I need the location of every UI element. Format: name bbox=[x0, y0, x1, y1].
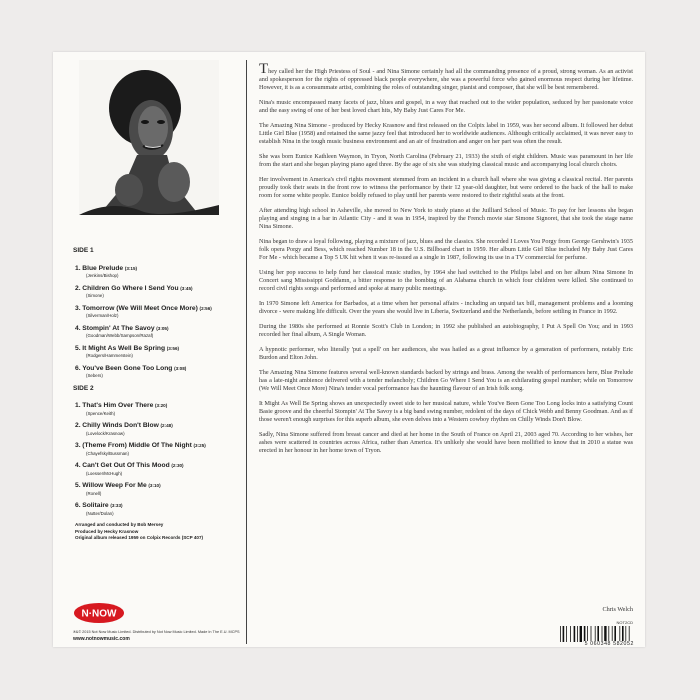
author-signature: Chris Welch bbox=[602, 606, 633, 613]
track-item bbox=[75, 265, 241, 279]
liner-notes-paragraph: A hypnotic performer, who literally 'put a spell' on her audiences, she was hailed as a great influence by a generation of performers, notably Eric Burdon and Elton John. bbox=[259, 346, 633, 361]
track-title: Chilly Winds Don't Blow bbox=[82, 422, 159, 429]
track-duration: (3:05) bbox=[156, 325, 169, 331]
liner-notes-paragraph: Nina's music encompassed many facets of jazz, blues and gospel, in a way that reached out to the wider population, seduced by her passionate voice and the easy swing of one of her best loved chart hits, My Baby Just Cares For Me. bbox=[259, 99, 633, 114]
track-writers: (Nutter/Dolan) bbox=[86, 510, 114, 516]
track-item bbox=[75, 442, 241, 456]
track-duration: (3:45) bbox=[180, 285, 193, 291]
not-now-music-logo bbox=[73, 602, 125, 624]
track-number: 2. bbox=[75, 422, 81, 429]
liner-notes bbox=[259, 61, 633, 462]
track-item bbox=[75, 345, 241, 359]
track-writers: (Goodman/Webb/Sampson/Razaf) bbox=[86, 333, 154, 338]
track-title: Blue Prelude bbox=[82, 264, 124, 272]
track-item bbox=[75, 502, 241, 516]
track-title: Children Go Where I Send You bbox=[82, 284, 179, 292]
track-duration: (3:08) bbox=[174, 365, 187, 371]
svg-text:N·NOW: N·NOW bbox=[81, 608, 117, 620]
track-title: Can't Get Out Of This Mood bbox=[82, 462, 170, 469]
artist-photo bbox=[79, 60, 219, 215]
track-duration: (3:25) bbox=[193, 443, 206, 448]
track-writers: (Loesser/McHugh) bbox=[86, 470, 123, 476]
track-writers: (Lovelock/Krasnow) bbox=[86, 430, 125, 436]
liner-notes-paragraph: Nina began to draw a loyal following, playing a mixture of jazz, blues and the classics. She recorded I Loves You Porgy from George Gershwin's 1935 folk opera Porgy and Bess, which reached Number 18 in the U.S. Billboard chart in 1959. Her album Little Girl Blue included My Baby Just Cares For Me - which became a Top 5 UK hit when it was re-issued as a single in 1987, following its use in a TV commercial for perfume. bbox=[259, 238, 633, 261]
track-title: Willow Weep For Me bbox=[82, 482, 147, 489]
track-writers: (Silverman/Holz) bbox=[86, 313, 119, 318]
track-item bbox=[75, 365, 241, 379]
liner-notes-paragraph: Using her pop success to help fund her classical music studies, by 1964 she had switched to the Philips label and on her album Nina Simone In Concert sang Mississippi Goddamn, a bitter response to the bombing of an Alabama church in which four children were killed. She continued to record civil rights songs and performed and spoke at many public meetings. bbox=[259, 269, 633, 292]
track-duration: (3:56) bbox=[166, 345, 180, 351]
track-title: That's Him Over There bbox=[82, 402, 154, 409]
logo-icon bbox=[73, 602, 125, 624]
track-duration: (3:20) bbox=[155, 403, 168, 408]
track-number: 5. bbox=[75, 344, 81, 352]
liner-notes-paragraph: She was born Eunice Kathleen Waymon, in Tryon, North Carolina (February 21, 1933) the sixth of eight children. Music was paramount in her life from the start and she began playing piano aged three. By the age of six she was studying classical music and accompanying local church choirs. bbox=[259, 153, 633, 168]
track-duration: (2:48) bbox=[160, 423, 173, 428]
producer-credit: Produced by Hecky Krasnow bbox=[75, 528, 139, 534]
portrait-illustration bbox=[79, 60, 219, 215]
column-divider bbox=[246, 60, 247, 644]
track-duration: (3:15) bbox=[124, 265, 138, 271]
track-item bbox=[75, 285, 241, 299]
website-link[interactable]: www.notnowmusic.com bbox=[73, 636, 130, 642]
track-writers: (Ronell) bbox=[86, 490, 102, 496]
track-number: 3. bbox=[75, 442, 81, 449]
liner-notes-paragraph: They called her the High Priestess of Soul - and Nina Simone certainly had all the commanding presence of a proud, strong woman. As an activist and spokesperson for the rights of oppressed black people everywhere, she was a powerful force who gained enormous respect during her lifetime. However, it is as a consummate artist, combining the roles of outstanding singer, pianist and composer, that she will be best remembered. bbox=[259, 61, 633, 91]
album-back-cover bbox=[53, 52, 645, 647]
track-title: Tomorrow (We Will Meet Once More) bbox=[82, 304, 198, 312]
track-title: It Might As Well Be Spring bbox=[82, 344, 166, 352]
track-duration: (3:33) bbox=[110, 503, 123, 508]
track-item bbox=[75, 325, 241, 339]
track-writers: (Simone) bbox=[86, 293, 104, 298]
track-item bbox=[75, 305, 241, 319]
barcode-number: 5 060348 582052 bbox=[584, 641, 634, 647]
track-item bbox=[75, 422, 241, 436]
track-title: Stompin' At The Savoy bbox=[82, 324, 155, 332]
track-number: 6. bbox=[75, 364, 81, 372]
arranger-credit: Arranged and conducted by Bob Mersey bbox=[75, 522, 164, 527]
original-release-credit: Original album released 1959 on Colpix Records (SCP 407) bbox=[75, 535, 204, 540]
track-writers: (Rodgers/Hammerstein) bbox=[86, 353, 133, 358]
track-number: 4. bbox=[75, 324, 81, 332]
tracklist bbox=[73, 247, 241, 542]
track-writers: (Sebers) bbox=[86, 373, 103, 378]
liner-notes-paragraph: During the 1980s she performed at Ronnie Scott's Club in London; in 1992 she published an autobiography, I Put A Spell On You; and in 1993 recorded her final album, A Single Woman. bbox=[259, 323, 633, 338]
track-item bbox=[75, 462, 241, 476]
track-writers: (Jenkins/Bishop) bbox=[86, 273, 119, 278]
liner-notes-paragraph: The Amazing Nina Simone - produced by Hecky Krasnow and first released on the Colpix label in 1959, was her second album. It followed her debut Little Girl Blue (1958) and retained the same jazzy feel that introduced her to worldwide audiences. Although critically acclaimed, it was never easy to establish Nina in the tough music business environment and an air of frustration and anger on her part was often the result. bbox=[259, 122, 633, 145]
track-number: 6. bbox=[75, 502, 81, 509]
track-duration: (2:56) bbox=[199, 305, 212, 311]
side-2-heading: SIDE 2 bbox=[73, 384, 94, 392]
side-1-heading: SIDE 1 bbox=[73, 247, 94, 254]
liner-notes-paragraph: In 1970 Simone left America for Barbados, at a time when her personal affairs - including an unpaid tax bill, management problems and a looming divorce - were making life difficult. Over the years she would live in Liberia, Switzerland and the Netherlands, before settling in France in 1992. bbox=[259, 300, 633, 315]
track-writers: (Chayefsky/Bussman) bbox=[86, 450, 129, 456]
track-number: 2. bbox=[75, 284, 81, 292]
track-title: (Theme From) Middle Of The Night bbox=[82, 442, 192, 449]
track-duration: (2:30) bbox=[171, 463, 184, 468]
track-item bbox=[75, 482, 241, 496]
copyright-notice: ℗&© 2015 Not Now Music Limited. Distributed by Not Now Music Limited. Made In The E.U. MCPS bbox=[73, 630, 240, 634]
liner-notes-paragraph: It Might As Well Be Spring shows an unexpectedly sweet side to her musical nature, while You've Been Gone Too Long locks into a satisfying Count Basie groove and the cheerful Stompin' At The Savoy is a big band swing number, redolent of the days of Chick Webb and Benny Goodman. And as if those weren't enough surprises for this superb album, she even delves into a Western cowboy rhythm on Chilly Winds Don't Blow. bbox=[259, 400, 633, 423]
track-number: 1. bbox=[75, 264, 81, 272]
liner-notes-paragraph: Sadly, Nina Simone suffered from breast cancer and died at her home in the South of France on April 21, 2003 aged 70. According to her wishes, her ashes were scattered in countries across Africa, rather than America. It's unlikely she would have been mollified to know that in 2010 a statue was erected in her honour in her home town of Tryon. bbox=[259, 431, 633, 454]
track-number: 4. bbox=[75, 462, 81, 469]
track-writers: (Spence/Keith) bbox=[86, 410, 116, 416]
track-title: You've Been Gone Too Long bbox=[82, 364, 173, 372]
track-title: Solitaire bbox=[82, 502, 109, 509]
catalog-number: NOT2CD bbox=[616, 620, 633, 625]
liner-notes-paragraph: Her involvement in America's civil rights movement stemmed from an incident in a church hall where she was giving a classical recital. Her parents proudly took their seats in the front row to witness the performance by their 12 year-old daughter, but were ordered to the back of the hall to make room for some white people. Eunice boldly refused to play until her parents were restored to their rightful seats at the front. bbox=[259, 176, 633, 199]
track-duration: (3:10) bbox=[148, 483, 161, 488]
track-number: 5. bbox=[75, 482, 81, 489]
track-item bbox=[75, 402, 241, 416]
liner-notes-paragraph: The Amazing Nina Simone features several well-known standards backed by strings and brass. Among the wealth of performances here, Blue Prelude has a late-night ambience delivered with a tender melancholy; Children Go Where I Send You is an exhilarating gospel number; while on Tomorrow (We Will Meet Once More) Nina's tender vocal performance has the haunting flavour of an Irish folk song. bbox=[259, 369, 633, 392]
track-number: 3. bbox=[75, 304, 81, 312]
production-credits bbox=[75, 522, 241, 542]
liner-notes-paragraph: After attending high school in Asheville, she moved to New York to study piano at the Juilliard School of Music. To pay for her lessons she began playing and singing in a bar in Atlantic City - and it was in 1954, inspired by the French movie star Simone Signoret, that she took the stage name Nina Simone. bbox=[259, 207, 633, 230]
track-number: 1. bbox=[75, 402, 81, 409]
